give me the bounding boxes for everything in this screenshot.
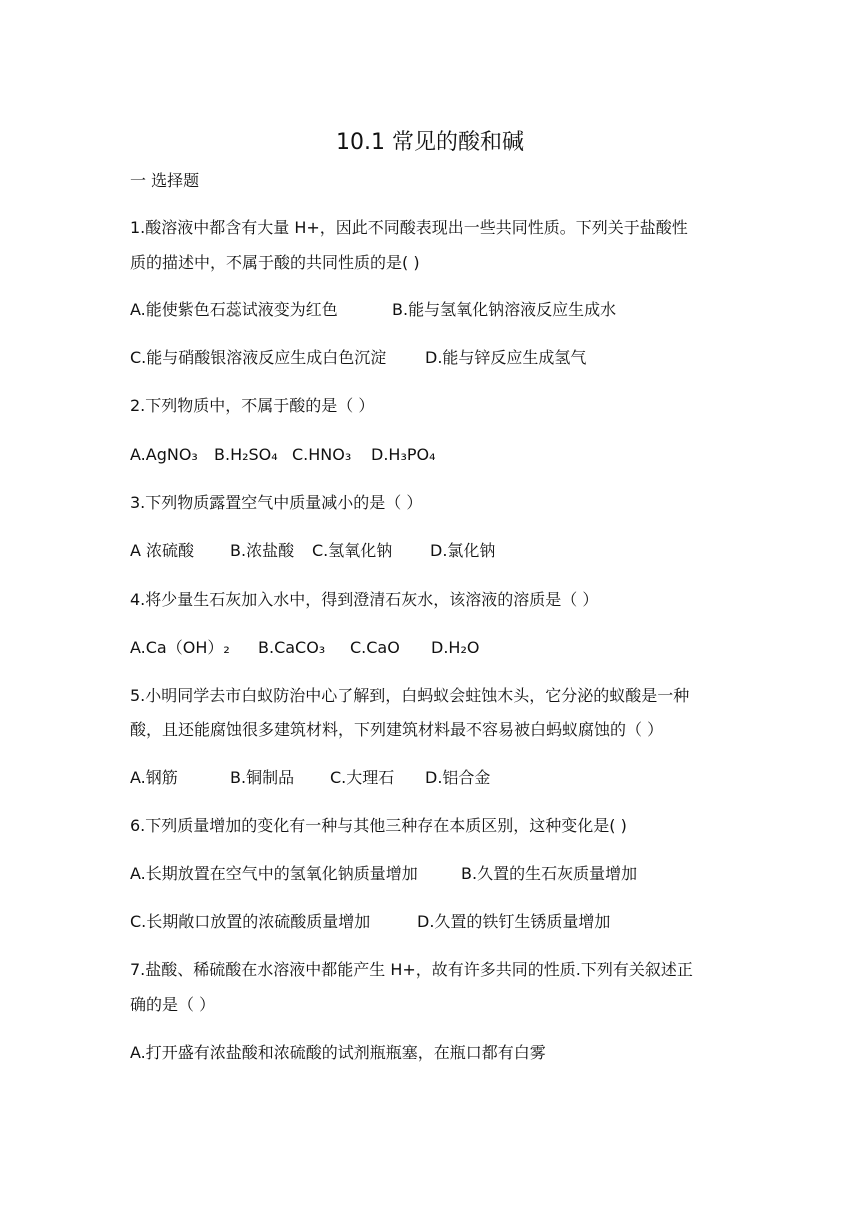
question-3-option-a: A 浓硫酸 <box>130 541 195 560</box>
question-4-option-c: C.CaO <box>350 638 400 657</box>
page-title: 10.1 常见的酸和碱 <box>336 129 524 155</box>
question-1-line-2: 质的描述中，不属于酸的共同性质的是( ) <box>130 253 420 272</box>
question-5-option-a: A.钢筋 <box>130 768 178 787</box>
question-2-option-a: A.AgNO₃ <box>130 445 198 464</box>
question-6-option-d: D.久置的铁钉生锈质量增加 <box>417 912 611 931</box>
question-1-options-row-1 <box>130 298 740 322</box>
question-3-options-row <box>130 539 740 563</box>
question-2-options-row <box>130 443 740 467</box>
question-7-option-a: A.打开盛有浓盐酸和浓硫酸的试剂瓶瓶塞，在瓶口都有白雾 <box>130 1043 546 1062</box>
question-3-option-d: D.氯化钠 <box>430 541 496 560</box>
question-6-option-c: C.长期敞口放置的浓硫酸质量增加 <box>130 912 371 931</box>
question-2-line-1: 2.下列物质中，不属于酸的是（ ） <box>130 396 375 415</box>
question-3-option-b: B.浓盐酸 <box>230 541 295 560</box>
question-5-option-c: C.大理石 <box>330 768 395 787</box>
question-4-options-row <box>130 636 740 660</box>
question-2-option-b: B.H₂SO₄ <box>214 445 278 464</box>
section-heading: 一 选择题 <box>130 171 200 190</box>
question-1-line-1: 1.酸溶液中都含有大量 H+，因此不同酸表现出一些共同性质。下列关于盐酸性 <box>130 218 688 237</box>
question-5-option-d: D.铝合金 <box>425 768 491 787</box>
question-6-options-row-1 <box>130 862 740 886</box>
question-2-option-d: D.H₃PO₄ <box>371 445 436 464</box>
question-7-line-1: 7.盐酸、稀硫酸在水溶液中都能产生 H+，故有许多共同的性质.下列有关叙述正 <box>130 960 693 979</box>
question-6-option-a: A.长期放置在空气中的氢氧化钠质量增加 <box>130 864 418 883</box>
question-1-option-a: A.能使紫色石蕊试液变为红色 <box>130 300 338 319</box>
question-5-option-b: B.铜制品 <box>230 768 295 787</box>
question-6-line-1: 6.下列质量增加的变化有一种与其他三种存在本质区别，这种变化是( ) <box>130 816 627 835</box>
question-6-option-b: B.久置的生石灰质量增加 <box>461 864 638 883</box>
question-1-option-c: C.能与硝酸银溶液反应生成白色沉淀 <box>130 348 387 367</box>
question-5-options-row <box>130 766 740 790</box>
question-7-line-2: 确的是（ ） <box>130 995 216 1014</box>
question-4-option-b: B.CaCO₃ <box>258 638 326 657</box>
question-6-options-row-2 <box>130 910 740 934</box>
question-4-option-d: D.H₂O <box>431 638 480 657</box>
question-1-options-row-2 <box>130 346 740 370</box>
question-4-line-1: 4.将少量生石灰加入水中，得到澄清石灰水，该溶液的溶质是（ ） <box>130 590 599 609</box>
question-5-line-2: 酸，且还能腐蚀很多建筑材料，下列建筑材料最不容易被白蚂蚁腐蚀的（ ） <box>130 720 664 739</box>
question-1-option-b: B.能与氢氧化钠溶液反应生成水 <box>392 300 617 319</box>
question-2-option-c: C.HNO₃ <box>292 445 352 464</box>
question-3-option-c: C.氢氧化钠 <box>312 541 393 560</box>
question-1-option-d: D.能与锌反应生成氢气 <box>425 348 587 367</box>
question-5-line-1: 5.小明同学去市白蚁防治中心了解到，白蚂蚁会蛀蚀木头，它分泌的蚁酸是一种 <box>130 686 690 705</box>
question-3-line-1: 3.下列物质露置空气中质量减小的是（ ） <box>130 493 423 512</box>
question-4-option-a: A.Ca（OH）₂ <box>130 638 230 657</box>
